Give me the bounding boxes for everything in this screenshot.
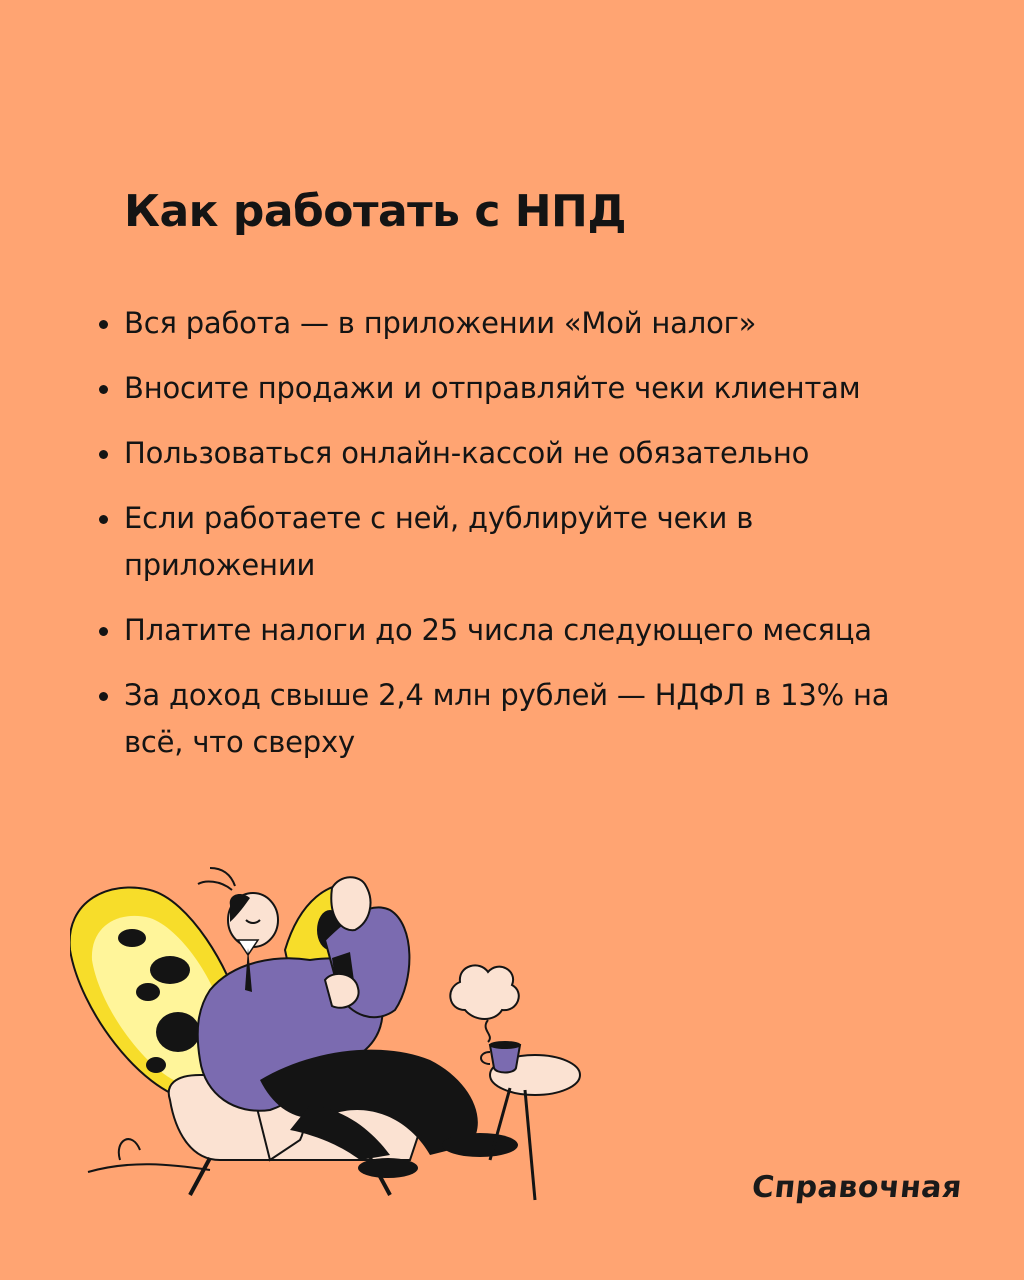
butterfly-person-illustration (70, 860, 600, 1210)
bullet-icon (99, 692, 108, 701)
brand-logo: Справочная (750, 1170, 964, 1205)
list-item-text: Вся работа — в приложении «Мой налог» (124, 306, 757, 340)
list-item-text: Если работаете с ней, дублируйте чеки в приложении (124, 501, 754, 582)
shoe-icon (442, 1133, 518, 1157)
list-item (96, 300, 916, 347)
bullet-icon (99, 627, 108, 636)
list-item (96, 430, 916, 477)
bullet-icon (99, 385, 108, 394)
list-item (96, 495, 916, 589)
ground-line-icon (88, 1164, 210, 1172)
list-item-text: Вносите продажи и отправляйте чеки клиентам (124, 371, 861, 405)
list-item (96, 365, 916, 412)
bullet-icon (99, 450, 108, 459)
raised-hand-icon (331, 877, 370, 930)
swirl-icon (119, 1139, 140, 1160)
shoe-icon (358, 1158, 418, 1178)
coffee-cup-icon (481, 1041, 521, 1073)
tips-list (96, 300, 916, 784)
list-item (96, 607, 916, 654)
list-item (96, 672, 916, 766)
list-item-text: Платите налоги до 25 числа следующего месяца (124, 613, 872, 647)
list-item-text: Пользоваться онлайн-кассой не обязательно (124, 436, 810, 470)
steam-icon (450, 965, 518, 1019)
list-item-text: За доход свыше 2,4 млн рублей — НДФЛ в 13% на всё, что сверху (124, 678, 890, 759)
page-title: Как работать с НПД (124, 186, 627, 237)
side-table-icon (490, 1055, 580, 1200)
bullet-icon (99, 320, 108, 329)
bullet-icon (99, 515, 108, 524)
